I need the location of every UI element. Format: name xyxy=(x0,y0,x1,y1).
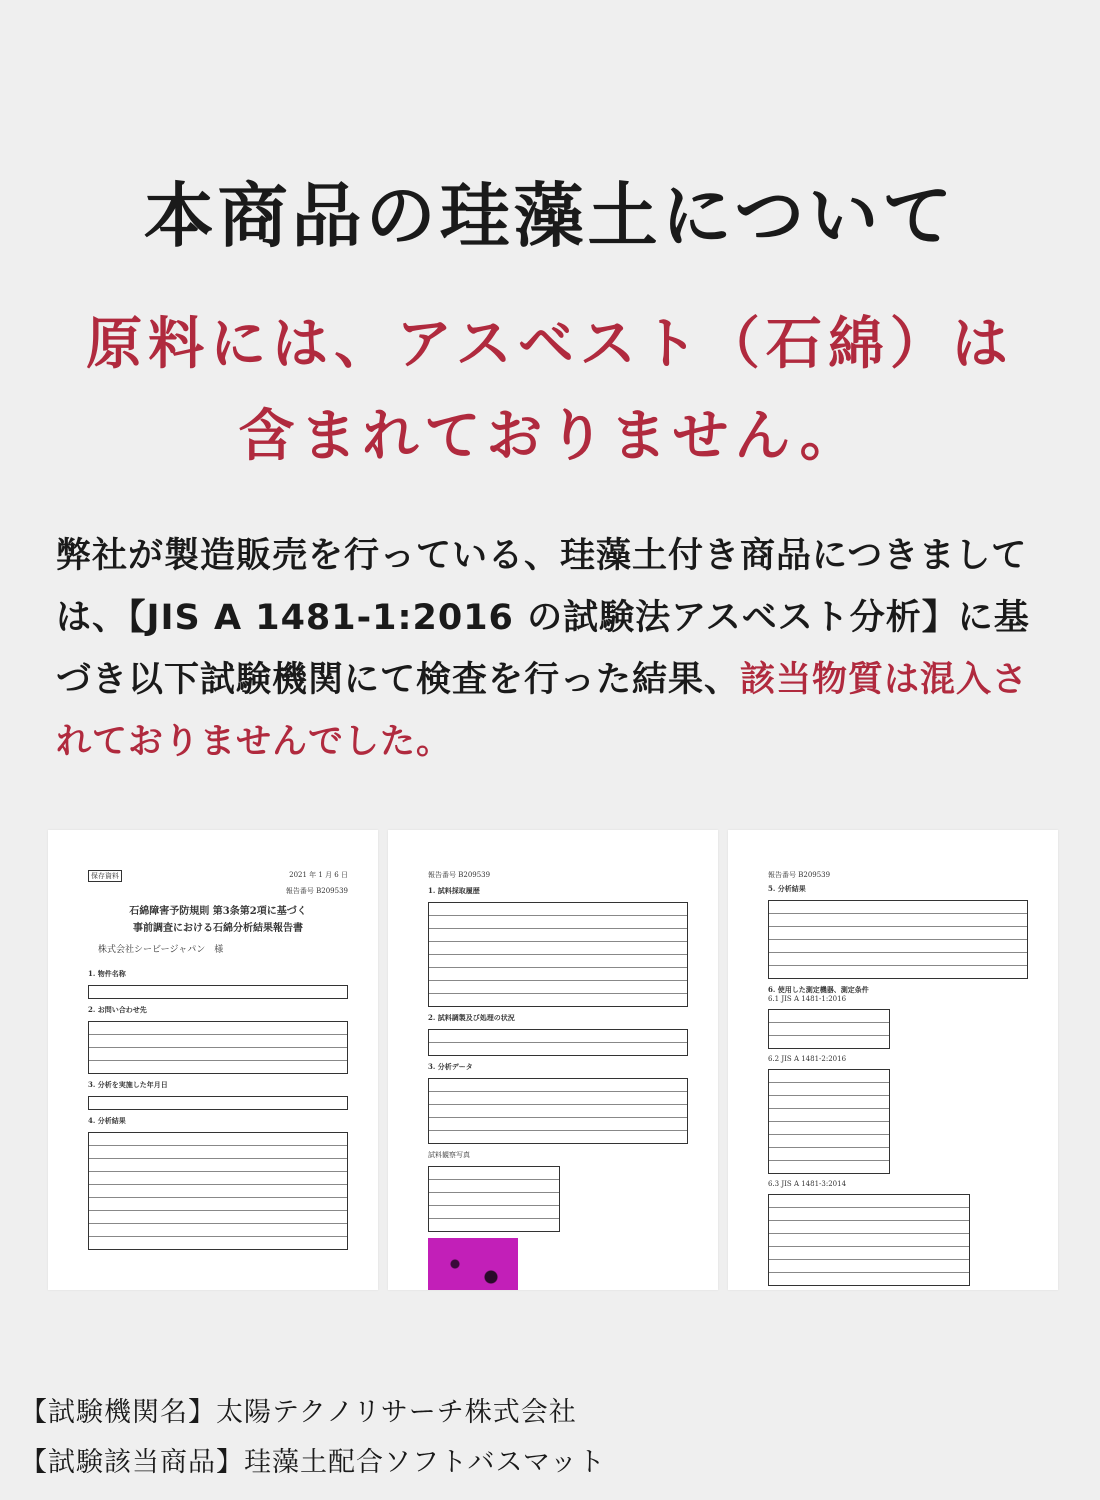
doc-subsection: 6.2 JIS A 1481-2:2016 xyxy=(768,1055,847,1063)
page-title: 本商品の珪藻土について xyxy=(143,175,957,257)
doc-stamp: 保存資料 xyxy=(88,870,122,882)
footer-product: 【試験該当商品】珪藻土配合ソフトバスマット xyxy=(20,1447,606,1478)
description-highlight: 該当物質は混入されておりませんでした。 xyxy=(56,660,1029,762)
doc-subsection: 6.3 JIS A 1481-3:2014 xyxy=(768,1180,847,1188)
description-paragraph xyxy=(56,525,1056,773)
footer-lab: 【試験機関名】太陽テクノリサーチ株式会社 xyxy=(20,1397,577,1428)
doc-photo-label: 試料観察写真 xyxy=(428,1151,470,1159)
doc-section: 3. 分析を実施した年月日 xyxy=(88,1080,168,1089)
doc-heading-1: 石綿障害予防規則 第3条第2項に基づく xyxy=(129,906,307,917)
report-document-1 xyxy=(48,830,378,1290)
doc-client: 株式会社シービージャパン 様 xyxy=(98,945,224,955)
description-text: 弊社が製造販売を行っている、珪藻土付き商品につきましては、【JIS A 1481-1:2016 の試験法アスベスト分析】に基づき以下試験機関にて検査を行った結果、 xyxy=(56,536,1030,700)
subtitle-line-1: 原料には、アスベスト（石綿）は xyxy=(86,312,1014,377)
doc-subsection: 6.1 JIS A 1481-1:2016 xyxy=(768,995,847,1003)
report-document-3 xyxy=(728,830,1058,1290)
doc-heading-2: 事前調査における石綿分析結果報告書 xyxy=(133,923,303,934)
doc-section: 2. お問い合わせ先 xyxy=(88,1005,147,1014)
doc-report-no: 報告番号 B209539 xyxy=(768,871,831,879)
doc-section: 2. 試料調製及び処理の状況 xyxy=(428,1013,515,1022)
doc-section: 3. 分析データ xyxy=(428,1062,473,1071)
doc-section: 1. 試料採取履歴 xyxy=(428,886,480,895)
doc-report-no: 報告番号 B209539 xyxy=(285,887,348,895)
doc-date: 2021 年 1 月 6 日 xyxy=(289,871,348,879)
subtitle-line-2: 含まれておりません。 xyxy=(238,404,862,469)
doc-section: 5. 分析結果 xyxy=(768,884,806,893)
doc-section: 6. 使用した測定機器、測定条件 xyxy=(768,985,869,994)
doc-section: 4. 分析結果 xyxy=(88,1116,126,1125)
doc-report-no: 報告番号 B209539 xyxy=(428,871,491,879)
doc-section: 1. 物件名称 xyxy=(88,969,126,978)
sample-micrograph-image xyxy=(428,1238,518,1290)
report-document-2 xyxy=(388,830,718,1290)
